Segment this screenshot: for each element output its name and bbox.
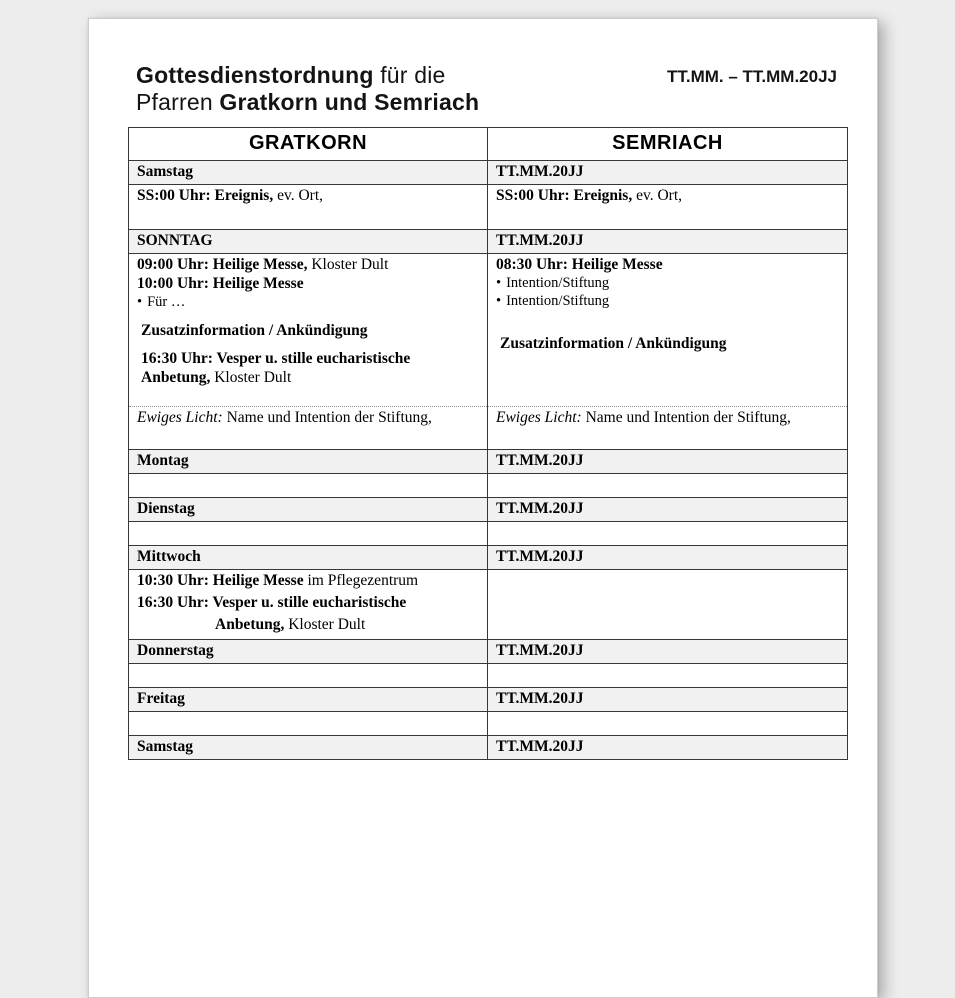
empty-cell [129, 474, 488, 498]
day-label-friday: Freitag [129, 688, 488, 712]
title-bold-part: Gottesdienstordnung [136, 62, 374, 88]
date-monday: TT.MM.20JJ [488, 450, 848, 474]
col-header-gratkorn: GRATKORN [129, 128, 488, 161]
bullet-icon: • [137, 294, 143, 310]
mass1-bold: 09:00 Uhr: Heilige Messe, [137, 256, 308, 273]
ewiges-licht-semriach-cell [488, 407, 848, 450]
empty-cell [129, 664, 488, 688]
ewiges-licht-text: Name und Intention der Stiftung, [222, 409, 432, 426]
empty-cell [129, 522, 488, 546]
document-page [88, 18, 878, 998]
bullet-text: Intention/Stiftung [506, 275, 610, 291]
mass1-bold: 10:30 Uhr: Heilige Messe [137, 572, 304, 589]
wednesday-semriach-cell [488, 570, 848, 640]
wednesday-gratkorn-cell [129, 570, 488, 640]
sunday-semriach-cell [488, 254, 848, 407]
day-label-tuesday: Dienstag [129, 498, 488, 522]
date-wednesday: TT.MM.20JJ [488, 546, 848, 570]
empty-cell [129, 712, 488, 736]
empty-cell [488, 474, 848, 498]
schedule-table [128, 127, 848, 760]
bullet-text: Intention/Stiftung [506, 293, 610, 309]
date-friday: TT.MM.20JJ [488, 688, 848, 712]
saturday1-gratkorn-cell [129, 185, 488, 230]
event-rest: ev. Ort, [632, 187, 683, 204]
row-tuesday-content [129, 522, 848, 546]
document-title [136, 62, 479, 116]
date-saturday1: TT.MM.20JJ [488, 161, 848, 185]
mass1-bold: 08:30 Uhr: Heilige Messe [496, 256, 663, 273]
day-label-sunday: SONNTAG [129, 230, 488, 254]
date-range: TT.MM. – TT.MM.20JJ [666, 67, 837, 86]
col-header-semriach: SEMRIACH [488, 128, 848, 161]
row-wednesday [129, 546, 848, 570]
event-rest: ev. Ort, [273, 187, 324, 204]
day-label-saturday1: Samstag [129, 161, 488, 185]
row-sunday [129, 230, 848, 254]
title-line2-prefix: Pfarren [136, 89, 220, 115]
row-saturday2 [129, 736, 848, 760]
bullet-text: Für … [147, 294, 186, 310]
title-regular-part: für die [373, 62, 446, 88]
row-saturday1-content [129, 185, 848, 230]
row-sunday-content [129, 254, 848, 407]
ewiges-licht-label: Ewiges Licht: [137, 409, 223, 426]
event-time-bold: SS:00 Uhr: Ereignis, [496, 187, 633, 204]
row-monday [129, 450, 848, 474]
row-ewiges-licht [129, 407, 848, 450]
info-announcement: Zusatzinformation / Ankündigung [141, 322, 368, 339]
table-header-row [129, 128, 848, 161]
day-label-wednesday: Mittwoch [129, 546, 488, 570]
date-thursday: TT.MM.20JJ [488, 640, 848, 664]
row-saturday1 [129, 161, 848, 185]
day-label-thursday: Donnerstag [129, 640, 488, 664]
ewiges-licht-label: Ewiges Licht: [496, 409, 582, 426]
row-friday-content [129, 712, 848, 736]
day-label-monday: Montag [129, 450, 488, 474]
event-time-bold: SS:00 Uhr: Ereignis, [137, 187, 274, 204]
mass1-rest: Kloster Dult [307, 256, 389, 273]
bullet-icon: • [496, 275, 502, 291]
date-tuesday: TT.MM.20JJ [488, 498, 848, 522]
vesper-rest: Kloster Dult [210, 369, 292, 386]
row-tuesday [129, 498, 848, 522]
vesper-bold: 16:30 Uhr: Vesper u. stille eucharistische Anbetung, [141, 350, 411, 386]
vesper-line2-bold: Anbetung, [215, 616, 285, 633]
info-announcement: Zusatzinformation / Ankündigung [500, 335, 727, 352]
sunday-gratkorn-cell [129, 254, 488, 407]
date-saturday2: TT.MM.20JJ [488, 736, 848, 760]
row-monday-content [129, 474, 848, 498]
day-label-saturday2: Samstag [129, 736, 488, 760]
empty-cell [488, 664, 848, 688]
vesper-line2-rest: Kloster Dult [284, 616, 366, 633]
vesper-line1-bold: 16:30 Uhr: Vesper u. stille eucharistische [137, 594, 407, 611]
document-header [136, 62, 837, 116]
mass2-bold: 10:00 Uhr: Heilige Messe [137, 275, 304, 292]
row-thursday-content [129, 664, 848, 688]
date-sunday: TT.MM.20JJ [488, 230, 848, 254]
empty-cell [488, 522, 848, 546]
saturday1-semriach-cell [488, 185, 848, 230]
row-wednesday-content [129, 570, 848, 640]
mass1-rest: im Pflegezentrum [303, 572, 419, 589]
ewiges-licht-text: Name und Intention der Stiftung, [581, 409, 791, 426]
ewiges-licht-gratkorn-cell [129, 407, 488, 450]
empty-cell [488, 712, 848, 736]
row-thursday [129, 640, 848, 664]
bullet-icon: • [496, 293, 502, 309]
title-line2-bold: Gratkorn und Semriach [219, 89, 480, 115]
row-friday [129, 688, 848, 712]
